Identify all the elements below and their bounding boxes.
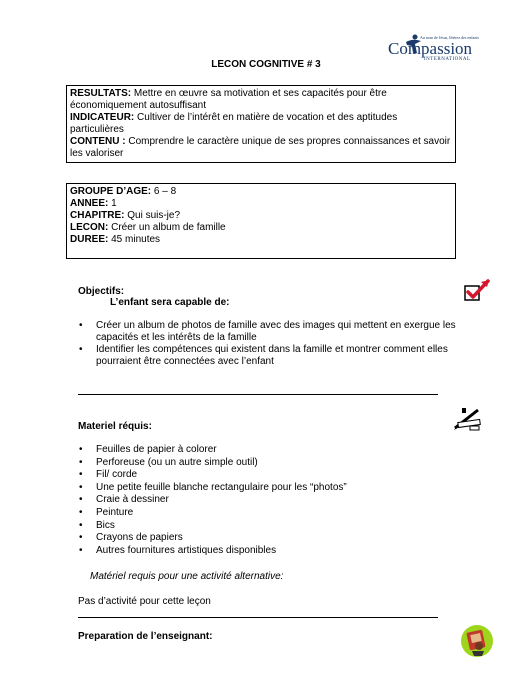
- divider: [78, 394, 438, 395]
- results-line: [70, 88, 452, 112]
- list-item: • Fil/ corde: [76, 469, 476, 482]
- list-item: • Bics: [76, 520, 476, 533]
- list-item: • Feuilles de papier à colorer: [76, 444, 476, 457]
- content-text: Comprendre le caractère unique de ses propres connaissances et savoir les valoriser: [70, 136, 451, 159]
- duration-value: 45 minutes: [108, 234, 161, 245]
- indicator-text: Cultiver de l’intérêt en matière de vocation et des aptitudes particulières: [70, 112, 398, 135]
- list-item: • Identifier les compétences qui existent dans la famille et montrer comment elles pourraient être connectées avec l’enfant: [76, 344, 476, 368]
- lesson-label: LECON:: [70, 222, 109, 233]
- year-label: ANNEE:: [70, 198, 109, 209]
- objectives-heading: Objectifs:: [78, 286, 125, 297]
- year-value: 1: [108, 198, 117, 209]
- list-item: • Perforeuse (ou un autre simple outil): [76, 457, 476, 470]
- year-line: [70, 198, 452, 210]
- alt-materials-heading: Matériel requis pour une activité alternative:: [90, 571, 284, 582]
- pencil-ruler-icon: [452, 406, 482, 432]
- lesson-value: Créer un album de famille: [108, 222, 226, 233]
- age-label: GROUPE D’AGE:: [70, 186, 152, 197]
- age-value: 6 – 8: [151, 186, 177, 197]
- chapter-label: CHAPITRE:: [70, 210, 125, 221]
- age-line: [70, 186, 452, 198]
- alt-materials-text: Pas d’activité pour cette leçon: [78, 596, 211, 607]
- results-label: RESULTATS:: [70, 88, 132, 99]
- list-item: • Peinture: [76, 507, 476, 520]
- logo-sub: INTERNATIONAL: [424, 57, 471, 62]
- indicator-label: INDICATEUR:: [70, 112, 135, 123]
- materials-heading: Materiel réquis:: [78, 421, 152, 432]
- duration-line: [70, 234, 452, 246]
- list-item: • Une petite feuille blanche rectangulaire pour les “photos”: [76, 482, 476, 495]
- chapter-value: Qui suis-je?: [124, 210, 181, 221]
- content-label: CONTENU :: [70, 136, 126, 147]
- duration-label: DUREE:: [70, 234, 109, 245]
- info-box: [66, 183, 456, 259]
- objectives-list: [76, 320, 476, 368]
- teacher-folder-icon: [460, 622, 494, 658]
- logo-tagline: Au nom de Jésus, libérez des enfants: [420, 35, 479, 40]
- chapter-line: [70, 210, 452, 222]
- materials-list: [76, 444, 476, 557]
- content-line: [70, 136, 452, 160]
- results-text: Mettre en œuvre sa motivation et ses capacités pour être économiquement autosuffisant: [70, 88, 387, 111]
- list-item: • Craie à dessiner: [76, 494, 476, 507]
- list-item: • Crayons de papiers: [76, 532, 476, 545]
- goals-box: [66, 85, 456, 163]
- list-item: • Autres fournitures artistiques disponibles: [76, 545, 476, 558]
- list-item: • Créer un album de photos de famille avec des images qui mettent en exergue les capacités et les intérêts de la famille: [76, 320, 476, 344]
- indicator-line: [70, 112, 452, 136]
- objectives-subheading: L’enfant sera capable de:: [110, 297, 230, 308]
- divider: [78, 617, 438, 618]
- lesson-line: [70, 222, 452, 234]
- logo-name: Compassion: [388, 39, 473, 58]
- checkmark-icon: [463, 279, 491, 303]
- page-title: LECON COGNITIVE # 3: [211, 59, 321, 70]
- preparation-heading: Preparation de l’enseignant:: [78, 631, 213, 642]
